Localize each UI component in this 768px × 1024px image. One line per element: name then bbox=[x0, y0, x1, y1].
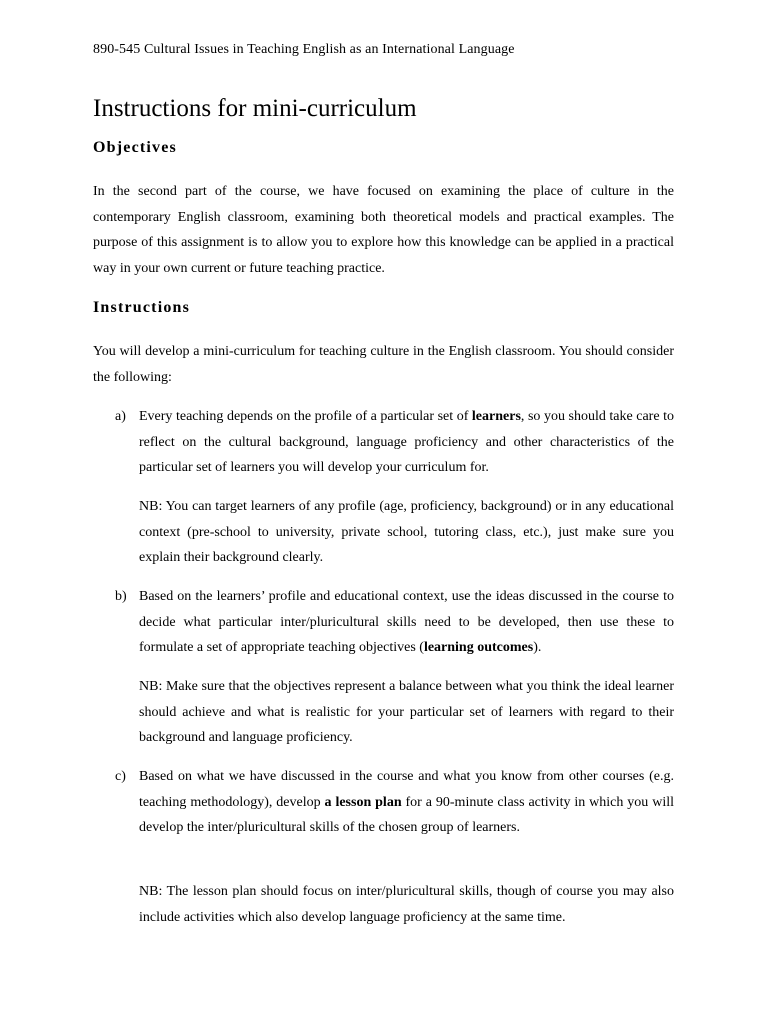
list-item-c-note: NB: The lesson plan should focus on inter/pluricultural skills, though of course you may also include activities which also develop language proficiency at the same time. bbox=[139, 884, 674, 925]
list-item-b-text bbox=[139, 584, 674, 661]
list-item-c-text bbox=[139, 764, 674, 841]
objectives-heading: Objectives bbox=[93, 139, 177, 156]
list-item-a-text-pre: Every teaching depends on the profile of a particular set of bbox=[139, 409, 472, 424]
list-item-c-text-pre: Based on what we have discussed in the course and what you know from other courses (e.g. teaching methodology), develop bbox=[139, 769, 674, 810]
list-item-b-text-pre: Based on the learners’ profile and educational context, use the ideas discussed in the course to decide what particular inter/pluricultural skills need to be developed, then use these to formulate a set of appropriate teaching objectives ( bbox=[139, 589, 674, 655]
page-title: Instructions for mini-curriculum bbox=[93, 95, 417, 122]
list-item-marker-a: a) bbox=[115, 409, 126, 424]
list-item-b-note: NB: Make sure that the objectives represent a balance between what you think the ideal learner should achieve and what is realistic for your particular set of learners with regard to their background and language proficiency. bbox=[139, 679, 674, 745]
list-item-c-bold: a lesson plan bbox=[324, 794, 402, 810]
list-item-a-bold: learners bbox=[471, 409, 521, 424]
instructions-intro: You will develop a mini-curriculum for teaching culture in the English classroom. You should consider the following: bbox=[93, 344, 674, 385]
list-item-a-text bbox=[139, 404, 674, 481]
list-item-c-text-post: for a 90-minute class activity in which you will develop the inter/pluricultural skills of the chosen group of learners. bbox=[139, 794, 674, 835]
list-item-b-text-post: ). bbox=[533, 640, 542, 655]
list-item-marker-c: c) bbox=[115, 769, 126, 784]
list-item-marker-b: b) bbox=[115, 589, 127, 604]
list-item-a-note: NB: You can target learners of any profile (age, proficiency, background) or in any educational context (pre-school to university, private school, tutoring class, etc.), just make sure you explain their background clearly. bbox=[139, 499, 674, 565]
list-item-a-text-post: , so you should take care to reflect on the cultural background, language proficiency and other characteristics of the particular set of learners you will develop your curriculum for. bbox=[139, 409, 675, 475]
instructions-heading: Instructions bbox=[93, 299, 191, 316]
objectives-paragraph: In the second part of the course, we have focused on examining the place of culture in the contemporary English classroom, examining both theoretical models and practical examples. The purpose of this assignment is to allow you to explore how this knowledge can be applied in a practical way in your own current or future teaching practice. bbox=[93, 184, 674, 276]
course-header: 890-545 Cultural Issues in Teaching English as an International Language bbox=[93, 42, 515, 57]
list-item-b-bold: learning outcomes bbox=[423, 640, 534, 655]
